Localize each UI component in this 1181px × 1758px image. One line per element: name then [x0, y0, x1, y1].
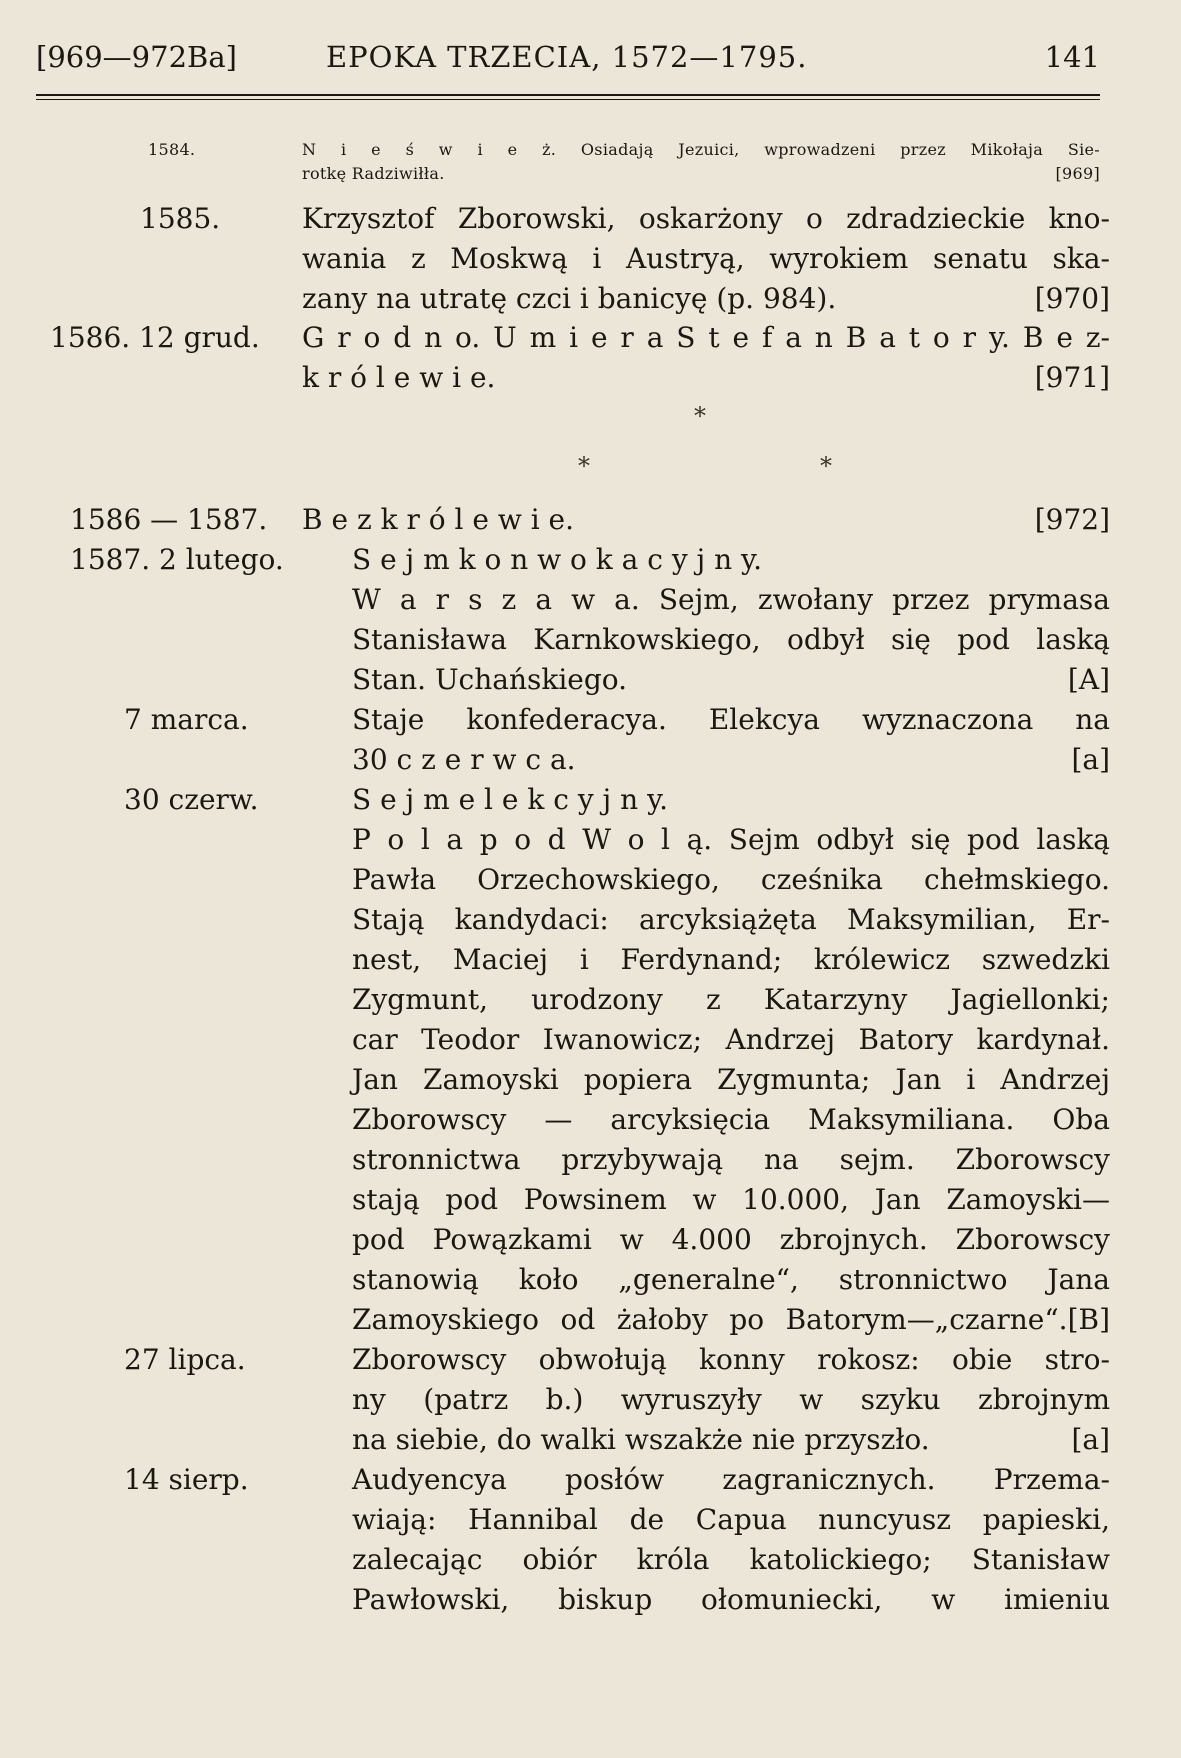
- text-line-content: rotkę Radziwiłła.: [302, 164, 445, 183]
- text-line: Audyencya posłów zagranicznych. Przema-: [352, 1463, 1110, 1496]
- entry-969: [0, 138, 1181, 190]
- text-line-content: B e z k r ó l e w i e.: [302, 503, 575, 536]
- running-header: [36, 40, 1100, 80]
- entry-ref: [A]: [1067, 663, 1110, 696]
- entry-text: [352, 1460, 1110, 1620]
- text-line: [302, 358, 1110, 398]
- text-line: Jan Zamoyski popiera Zygmunta; Jan i Andrzej: [352, 1063, 1110, 1096]
- entry-date: 1587. 2 lutego.: [70, 543, 284, 576]
- text-line: wania z Moskwą i Austryą, wyrokiem senatu ska-: [302, 242, 1110, 275]
- text-line-content: 30 c z e r w c a.: [352, 743, 576, 776]
- entry-text: [352, 700, 1110, 780]
- entry-ref: [970]: [1034, 282, 1110, 315]
- text-line: Pawłowski, biskup ołomuniecki, w imieniu: [352, 1583, 1110, 1616]
- text-line: car Teodor Iwanowicz; Andrzej Batory kardynał.: [352, 1023, 1110, 1056]
- header-rule: [36, 94, 1100, 96]
- text-line: Stanisława Karnkowskiego, odbył się pod laską: [352, 623, 1110, 656]
- entry-text: [352, 780, 1110, 1340]
- text-line: stanowią koło „generalne“, stronnictwo Jana: [352, 1263, 1110, 1296]
- entry-date: 1586. 12 grud.: [50, 321, 260, 354]
- text-line: ny (patrz b.) wyruszyły w szyku zbrojnym: [352, 1383, 1110, 1416]
- text-line: W a r s z a w a. Sejm, zwołany przez prymasa: [352, 583, 1110, 616]
- entry-ref: [a]: [1071, 743, 1110, 776]
- text-line-content: k r ó l e w i e.: [302, 361, 496, 394]
- text-line: N i e ś w i e ż. Osiadają Jezuici, wprowadzeni przez Mikołaja Sie-: [302, 140, 1100, 159]
- entry-text: [302, 500, 1110, 540]
- entry-date: 7 marca.: [124, 703, 249, 736]
- text-line: G r o d n o. U m i e r a S t e f a n B a t o r y. B e z-: [302, 321, 1110, 354]
- entry-ref: [971]: [1034, 361, 1110, 394]
- entry-text: [352, 1340, 1110, 1460]
- entry-date: 30 czerw.: [124, 783, 259, 816]
- text-line: [302, 500, 1110, 540]
- entry-date: 1585.: [140, 202, 221, 235]
- text-line: [352, 740, 1110, 780]
- entry-text: [352, 540, 1110, 700]
- text-line: [302, 162, 1100, 186]
- entry-date: 27 lipca.: [124, 1343, 246, 1376]
- text-line: Zamoyskiego od żałoby po Batorym—„czarne“.[B]: [352, 1303, 1110, 1336]
- text-line: pod Powązkami w 4.000 zbrojnych. Zborowscy: [352, 1223, 1110, 1256]
- entry-text: [302, 318, 1110, 398]
- text-line-content: zany na utratę czci i banicyę (p. 984).: [302, 282, 837, 315]
- header-rule-thin: [36, 99, 1100, 100]
- text-line: S e j m k o n w o k a c y j n y.: [352, 543, 763, 576]
- text-line-content: Stan. Uchańskiego.: [352, 663, 628, 696]
- text-line: P o l a p o d W o l ą. Sejm odbył się pod laską: [352, 823, 1110, 856]
- text-line: Zborowscy — arcyksięcia Maksymiliana. Oba: [352, 1103, 1110, 1136]
- text-line: [302, 279, 1110, 319]
- entry-ref: [a]: [1071, 1423, 1110, 1456]
- text-line: Staje konfederacya. Elekcya wyznaczona na: [352, 703, 1110, 736]
- text-line: wiają: Hannibal de Capua nuncyusz papieski,: [352, 1503, 1110, 1536]
- text-line: Pawła Orzechowskiego, cześnika chełmskiego.: [352, 863, 1110, 896]
- entry-text: [302, 138, 1100, 186]
- entry-date: 1586 — 1587.: [70, 503, 268, 536]
- entry-ref: [972]: [1034, 503, 1110, 536]
- text-line: Zygmunt, urodzony z Katarzyny Jagiellonki;: [352, 983, 1110, 1016]
- separator-star: *: [694, 402, 706, 430]
- entry-date: 1584.: [148, 140, 196, 159]
- text-line: [352, 660, 1110, 700]
- text-line: nest, Maciej i Ferdynand; królewicz szwedzki: [352, 943, 1110, 976]
- text-line: Krzysztof Zborowski, oskarżony o zdradzieckie kno-: [302, 202, 1110, 235]
- entry-text: [302, 199, 1110, 319]
- entry-date: 14 sierp.: [124, 1463, 249, 1496]
- text-line: [352, 1420, 1110, 1460]
- separator-star: *: [578, 452, 590, 480]
- text-line-content: na siebie, do walki wszakże nie przyszło.: [352, 1423, 930, 1456]
- text-line: zalecając obiór króla katolickiego; Stanisław: [352, 1543, 1110, 1576]
- page-number: 141: [1044, 40, 1100, 74]
- header-title: EPOKA TRZECIA, 1572—1795.: [326, 40, 808, 74]
- text-line: stronnictwa przybywają na sejm. Zborowscy: [352, 1143, 1110, 1176]
- text-line: Stają kandydaci: arcyksiążęta Maksymilian, Er-: [352, 903, 1110, 936]
- separator-star: *: [820, 452, 832, 480]
- entry-ref: [969]: [1055, 164, 1100, 183]
- text-line: S e j m e l e k c y j n y.: [352, 783, 669, 816]
- header-section-range: [969—972Ba]: [36, 40, 237, 74]
- text-line: Zborowscy obwołują konny rokosz: obie stro-: [352, 1343, 1110, 1376]
- text-line: stają pod Powsinem w 10.000, Jan Zamoyski—: [352, 1183, 1110, 1216]
